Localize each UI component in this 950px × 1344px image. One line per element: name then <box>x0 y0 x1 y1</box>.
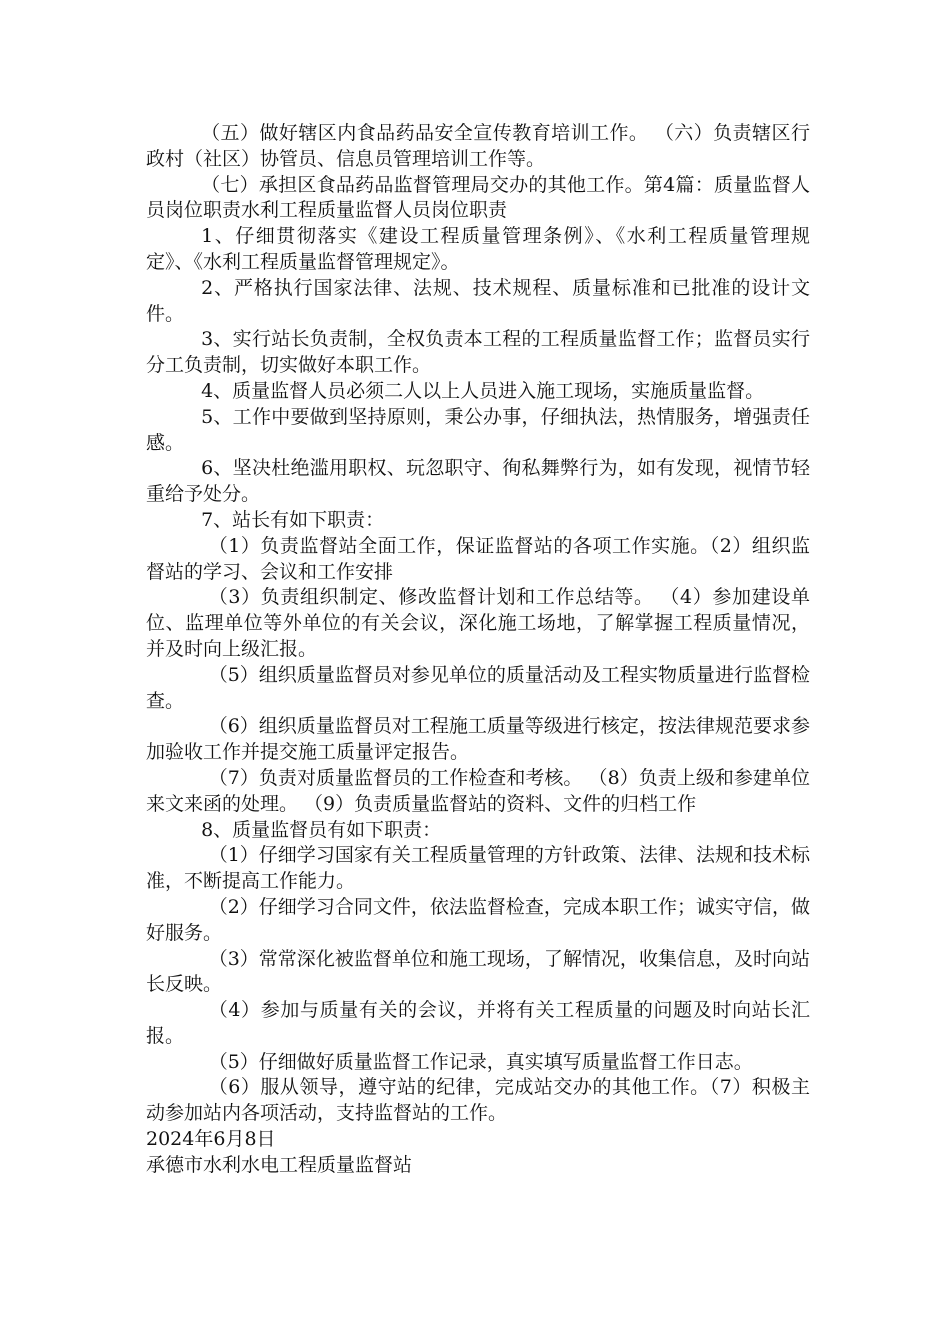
signature-date: 2024年6月8日 <box>146 1128 276 1151</box>
paragraph-duty-2: 2、严格执行国家法律、法规、技术规程、质量标准和已批准的设计文件。 <box>146 276 810 325</box>
paragraph-stationmaster-6: （6）组织质量监督员对工程施工质量等级进行核定，按法律规范要求参加验收工作并提交施工质量评定报告。 <box>146 715 810 764</box>
paragraph-supervisor-1: （1）仔细学习国家有关工程质量管理的方针政策、法律、法规和技术标准，不断提高工作能力。 <box>146 844 810 893</box>
paragraph-stationmaster-7-9: （7）负责对质量监督员的工作检查和考核。 （8）负责上级和参建单位来文来函的处理。 （9）负责质量监督站的资料、文件的归档工作 <box>146 766 810 815</box>
paragraph-duty-4: 4、质量监督人员必须二人以上人员进入施工现场，实施质量监督。 <box>201 379 765 402</box>
paragraph-stationmaster-heading: 7、站长有如下职责： <box>201 508 385 531</box>
paragraph-duty-5: 5、工作中要做到坚持原则，秉公办事，仔细执法，热情服务，增强责任感。 <box>146 405 810 454</box>
paragraph-stationmaster-1-2: （1）负责监督站全面工作，保证监督站的各项工作实施。（2）组织监督站的学习、会议和工作安排 <box>146 534 810 583</box>
paragraph-stationmaster-5: （5）组织质量监督员对参见单位的质量活动及工程实物质量进行监督检查。 <box>146 663 810 712</box>
paragraph-supervisor-6-7: （6）服从领导，遵守站的纪律，完成站交办的其他工作。（7）积极主动参加站内各项活动，支持监督站的工作。 <box>146 1076 810 1125</box>
paragraph-duty-1: 1、仔细贯彻落实《建设工程质量管理条例》、《水利工程质量管理规定》、《水利工程质量监督管理规定》。 <box>146 225 810 273</box>
paragraph-food-safety-7: （七）承担区食品药品监督管理局交办的其他工作。第4篇：质量监督人员岗位职责水利工程质量监督人员岗位职责 <box>146 173 810 222</box>
paragraph-supervisor-heading: 8、质量监督员有如下职责： <box>201 818 442 841</box>
document-body <box>146 121 810 1179</box>
paragraph-supervisor-2: （2）仔细学习合同文件，依法监督检查，完成本职工作；诚实守信，做好服务。 <box>146 895 810 944</box>
paragraph-supervisor-4: （4）参加与质量有关的会议，并将有关工程质量的问题及时向站长汇报。 <box>146 999 810 1047</box>
paragraph-supervisor-5: （5）仔细做好质量监督工作记录，真实填写质量监督工作日志。 <box>208 1050 753 1073</box>
signature-organization: 承德市水利水电工程质量监督站 <box>146 1153 413 1176</box>
paragraph-duty-6: 6、坚决杜绝滥用职权、玩忽职守、徇私舞弊行为，如有发现，视情节轻重给予处分。 <box>146 457 810 506</box>
paragraph-duty-3: 3、实行站长负责制，全权负责本工程的工程质量监督工作；监督员实行分工负责制，切实做好本职工作。 <box>146 328 810 377</box>
paragraph-supervisor-3: （3）常常深化被监督单位和施工现场，了解情况，收集信息，及时向站长反映。 <box>146 947 810 996</box>
paragraph-food-safety-5-6: （五）做好辖区内食品药品安全宣传教育培训工作。 （六）负责辖区行政村（社区）协管员、信息员管理培训工作等。 <box>146 122 810 170</box>
paragraph-stationmaster-3-4: （3）负责组织制定、修改监督计划和工作总结等。 （4）参加建设单位、监理单位等外单位的有关会议，深化施工场地，了解掌握工程质量情况，并及时向上级汇报。 <box>146 586 810 660</box>
